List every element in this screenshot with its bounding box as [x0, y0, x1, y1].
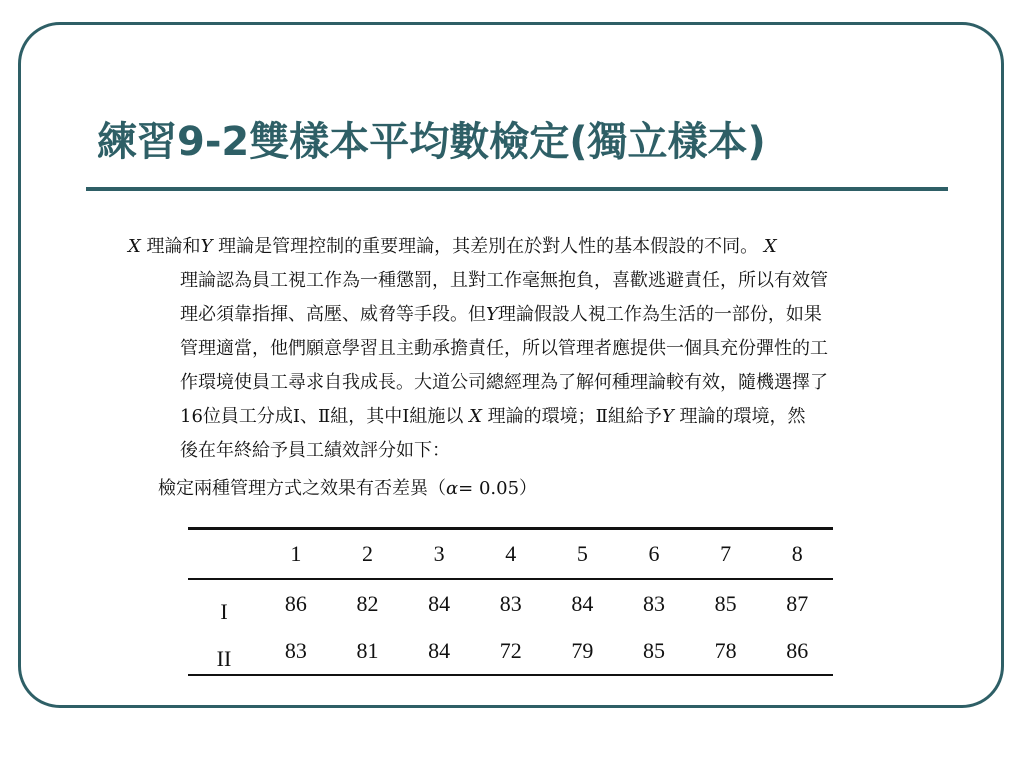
table-cell: 84 [403, 627, 475, 675]
header-cell: 7 [690, 529, 762, 580]
score-table [188, 527, 833, 676]
paragraph-text: 理必須靠指揮、高壓、威脅等手段。但 [180, 304, 486, 325]
paragraph-text: 理論和 [140, 236, 201, 257]
paragraph-line-7: 後在年終給予員工績效評分如下： [180, 440, 450, 461]
header-cell: 4 [475, 529, 547, 580]
variable-y: Y [200, 236, 213, 257]
row-label-group-2: II [188, 627, 260, 675]
table-cell: 83 [642, 590, 665, 616]
question-close: ） [519, 478, 538, 499]
row-label-group-1: I [220, 599, 228, 624]
header-cell: 2 [332, 529, 404, 580]
variable-x: X [128, 236, 141, 257]
paragraph-text: 理論是管理控制的重要理論，其差別在於對人性的基本假設的不同。 [212, 236, 759, 257]
table-cell: 84 [428, 590, 451, 616]
table-row [188, 579, 833, 627]
table-cell: 83 [260, 627, 332, 675]
paragraph-text: 16位員工分成Ⅰ、Ⅱ組，其中Ⅰ組施以 [180, 406, 464, 427]
table-cell: 83 [499, 590, 522, 616]
table-cell: 85 [714, 590, 737, 616]
problem-paragraph [128, 230, 948, 468]
table-cell: 86 [761, 627, 833, 675]
header-corner [188, 529, 260, 580]
table-cell: 78 [690, 627, 762, 675]
slide-title: 練習9-2雙樣本平均數檢定(獨立樣本) [97, 119, 766, 165]
hypothesis-question [158, 474, 537, 504]
table-cell: 86 [284, 590, 307, 616]
title-underline [86, 187, 948, 191]
table-cell: 72 [475, 627, 547, 675]
table-header-row [188, 529, 833, 580]
paragraph-line-3 [128, 298, 948, 332]
variable-y: Y [486, 304, 498, 325]
paragraph-line-6 [128, 400, 948, 434]
paragraph-line-4: 管理適當，他們願意學習且主動承擔責任，所以管理者應提供一個具充份彈性的工 [180, 338, 828, 359]
alpha-value: = 0.05 [458, 478, 520, 499]
variable-x: X [763, 236, 777, 257]
paragraph-line-2: 理論認為員工視工作為一種懲罰，且對工作毫無抱負，喜歡逃避責任，所以有效管 [180, 270, 828, 291]
header-cell: 1 [260, 529, 332, 580]
header-cell: 6 [618, 529, 690, 580]
paragraph-text: 理論的環境；Ⅱ組給予 [481, 406, 662, 427]
header-cell: 8 [761, 529, 833, 580]
question-text: 檢定兩種管理方式之效果有否差異（ [158, 478, 446, 499]
paragraph-line-5: 作環境使員工尋求自我成長。大道公司總經理為了解何種理論較有效，隨機選擇了 [180, 372, 828, 393]
table-cell: 81 [332, 627, 404, 675]
variable-x: X [469, 406, 482, 427]
paragraph-text: 理論假設人視工作為生活的一部份，如果 [497, 304, 822, 325]
paragraph-line-1 [128, 230, 948, 264]
alpha-symbol: α [446, 478, 459, 499]
table-cell: 82 [356, 590, 379, 616]
table-cell: 87 [786, 590, 809, 616]
paragraph-text: 理論的環境，然 [673, 406, 806, 427]
table-cell: 79 [547, 627, 619, 675]
header-cell: 3 [403, 529, 475, 580]
table-cell: 85 [618, 627, 690, 675]
header-cell: 5 [547, 529, 619, 580]
table-cell: 84 [571, 590, 594, 616]
variable-y: Y [661, 406, 674, 427]
table-row [188, 627, 833, 675]
